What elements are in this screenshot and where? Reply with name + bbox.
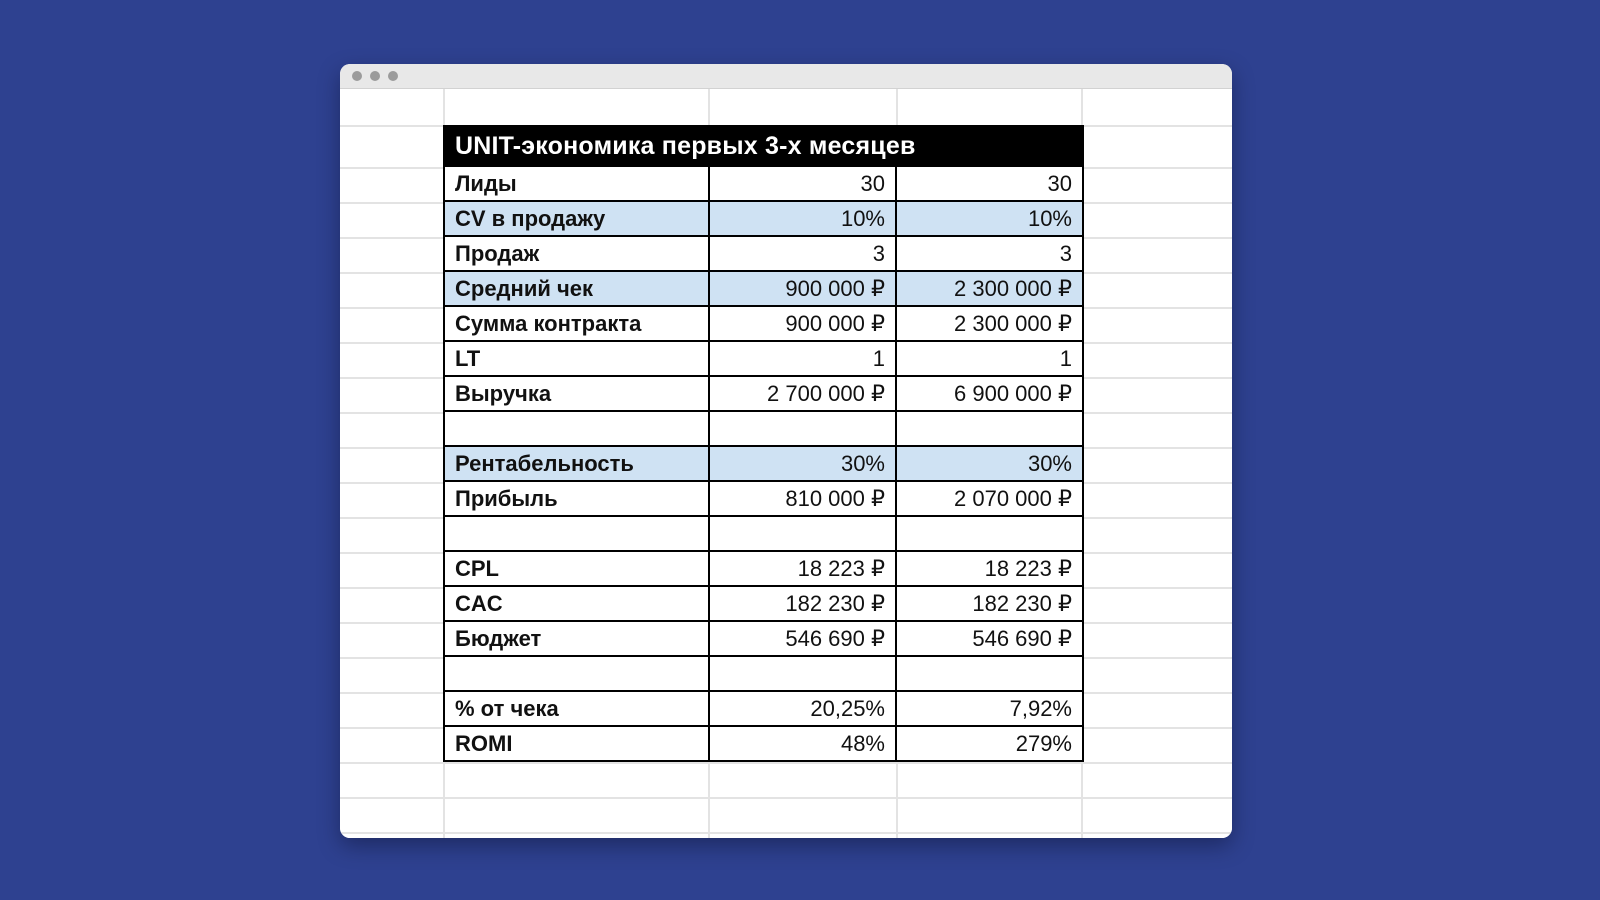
spreadsheet-window (340, 64, 1232, 838)
table-row (444, 691, 1083, 726)
row-label-cell[interactable] (444, 411, 709, 446)
table-title-cell[interactable]: UNIT-экономика первых 3-х месяцев (444, 126, 1083, 166)
row-value-cell-month1[interactable] (709, 656, 896, 691)
row-label-cell[interactable]: Продаж (444, 236, 709, 271)
row-value-cell-month2[interactable]: 182 230 ₽ (896, 586, 1083, 621)
row-value-cell-month2[interactable]: 30 (896, 166, 1083, 201)
row-value-cell-month1[interactable] (709, 516, 896, 551)
row-value-cell-month1[interactable]: 18 223 ₽ (709, 551, 896, 586)
gridline (340, 797, 1232, 799)
row-value-cell-month1[interactable]: 182 230 ₽ (709, 586, 896, 621)
table-row (444, 271, 1083, 306)
row-value-cell-month2[interactable]: 2 300 000 ₽ (896, 271, 1083, 306)
row-label-cell[interactable]: Выручка (444, 376, 709, 411)
row-label-cell[interactable]: Лиды (444, 166, 709, 201)
table-row (444, 481, 1083, 516)
row-value-cell-month2[interactable]: 3 (896, 236, 1083, 271)
row-value-cell-month2[interactable]: 2 070 000 ₽ (896, 481, 1083, 516)
minimize-button[interactable] (370, 71, 380, 81)
table-row (444, 586, 1083, 621)
window-titlebar[interactable] (340, 64, 1232, 89)
row-value-cell-month2[interactable]: 1 (896, 341, 1083, 376)
table-row (444, 376, 1083, 411)
row-value-cell-month2[interactable]: 7,92% (896, 691, 1083, 726)
row-value-cell-month1[interactable]: 900 000 ₽ (709, 271, 896, 306)
row-value-cell-month2[interactable] (896, 656, 1083, 691)
row-label-cell[interactable]: % от чека (444, 691, 709, 726)
table-row (444, 551, 1083, 586)
row-value-cell-month2[interactable] (896, 516, 1083, 551)
table-title-row (444, 126, 1083, 166)
row-value-cell-month1[interactable]: 1 (709, 341, 896, 376)
table-row (444, 306, 1083, 341)
row-value-cell-month1[interactable]: 30 (709, 166, 896, 201)
row-value-cell-month1[interactable]: 3 (709, 236, 896, 271)
row-value-cell-month2[interactable]: 546 690 ₽ (896, 621, 1083, 656)
table-row (444, 621, 1083, 656)
row-label-cell[interactable]: CPL (444, 551, 709, 586)
row-label-cell[interactable]: LT (444, 341, 709, 376)
row-value-cell-month2[interactable]: 2 300 000 ₽ (896, 306, 1083, 341)
row-value-cell-month1[interactable]: 900 000 ₽ (709, 306, 896, 341)
row-label-cell[interactable]: Бюджет (444, 621, 709, 656)
row-value-cell-month2[interactable]: 6 900 000 ₽ (896, 376, 1083, 411)
row-value-cell-month1[interactable]: 20,25% (709, 691, 896, 726)
gridline (340, 762, 1232, 764)
row-value-cell-month1[interactable]: 10% (709, 201, 896, 236)
row-label-cell[interactable]: Рентабельность (444, 446, 709, 481)
row-value-cell-month2[interactable]: 30% (896, 446, 1083, 481)
row-value-cell-month1[interactable]: 810 000 ₽ (709, 481, 896, 516)
row-value-cell-month1[interactable]: 546 690 ₽ (709, 621, 896, 656)
row-label-cell[interactable]: Прибыль (444, 481, 709, 516)
close-button[interactable] (352, 71, 362, 81)
row-value-cell-month1[interactable] (709, 411, 896, 446)
row-label-cell[interactable]: CAC (444, 586, 709, 621)
table-row (444, 166, 1083, 201)
table-body (444, 166, 1083, 761)
table-row (444, 341, 1083, 376)
row-value-cell-month1[interactable]: 2 700 000 ₽ (709, 376, 896, 411)
row-label-cell[interactable]: ROMI (444, 726, 709, 761)
table-spacer-row (444, 411, 1083, 446)
row-value-cell-month1[interactable]: 30% (709, 446, 896, 481)
row-value-cell-month2[interactable]: 10% (896, 201, 1083, 236)
row-value-cell-month2[interactable]: 279% (896, 726, 1083, 761)
table-row (444, 726, 1083, 761)
table-spacer-row (444, 656, 1083, 691)
row-label-cell[interactable]: Средний чек (444, 271, 709, 306)
row-label-cell[interactable] (444, 656, 709, 691)
row-label-cell[interactable]: Сумма контракта (444, 306, 709, 341)
table-spacer-row (444, 516, 1083, 551)
gridline (340, 832, 1232, 834)
row-value-cell-month2[interactable]: 18 223 ₽ (896, 551, 1083, 586)
row-label-cell[interactable]: CV в продажу (444, 201, 709, 236)
unit-economics-table (443, 125, 1084, 762)
row-label-cell[interactable] (444, 516, 709, 551)
table-row (444, 446, 1083, 481)
row-value-cell-month1[interactable]: 48% (709, 726, 896, 761)
table-row (444, 201, 1083, 236)
table-row (444, 236, 1083, 271)
zoom-button[interactable] (388, 71, 398, 81)
row-value-cell-month2[interactable] (896, 411, 1083, 446)
sheet-grid[interactable] (340, 89, 1232, 838)
